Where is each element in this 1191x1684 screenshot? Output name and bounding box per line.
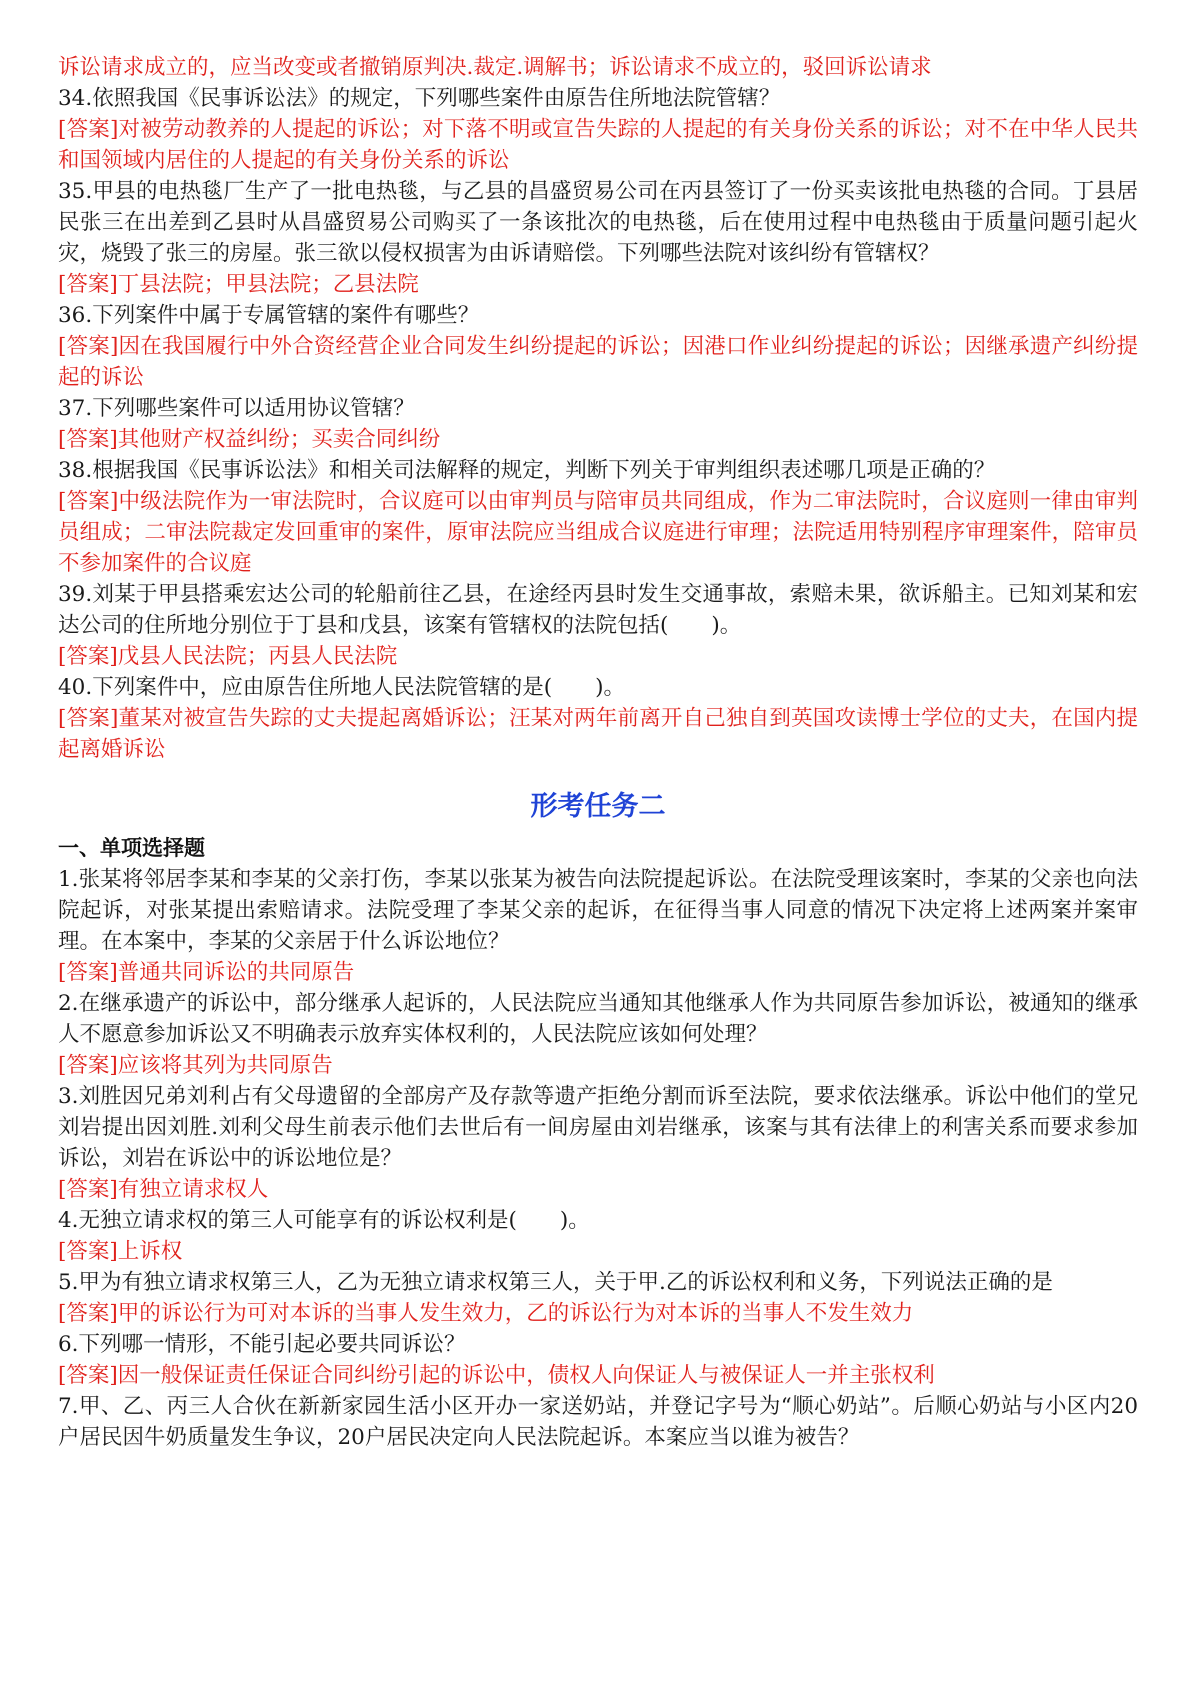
- answer-text: [答案]普通共同诉讼的共同原告: [58, 960, 355, 985]
- question-text: 35.甲县的电热毯厂生产了一批电热毯，与乙县的昌盛贸易公司在丙县签订了一份买卖该批电热毯的合同。丁县居民张三在出差到乙县时从昌盛贸易公司购买了一条该批次的电热毯，后在使用过程中电热毯由于质量问题引起火灾，烧毁了张三的房屋。张三欲以侵权损害为由诉请赔偿。下列哪些法院对该纠纷有管辖权？: [58, 179, 1138, 266]
- answer-text: [答案]因一般保证责任保证合同纠纷引起的诉讼中，债权人向保证人与被保证人一并主张权利: [58, 1363, 935, 1388]
- section-title: 形考任务二: [530, 791, 666, 822]
- sub-heading: 一、单项选择题: [58, 836, 205, 860]
- question-text: 37.下列哪些案件可以适用协议管辖？: [58, 396, 415, 421]
- answer-text: [答案]董某对被宣告失踪的丈夫提起离婚诉讼；汪某对两年前离开自己独自到英国攻读博士学位的丈夫，在国内提起离婚诉讼: [58, 706, 1138, 762]
- answer-text: [答案]对被劳动教养的人提起的诉讼；对下落不明或宣告失踪的人提起的有关身份关系的诉讼；对不在中华人民共和国领域内居住的人提起的有关身份关系的诉讼: [58, 117, 1138, 173]
- answer-text: [答案]甲的诉讼行为可对本诉的当事人发生效力，乙的诉讼行为对本诉的当事人不发生效力: [58, 1301, 914, 1326]
- answer-text: [答案]应该将其列为共同原告: [58, 1053, 333, 1078]
- question-text: 39.刘某于甲县搭乘宏达公司的轮船前往乙县，在途经丙县时发生交通事故，索赔未果，欲诉船主。已知刘某和宏达公司的住所地分别位于丁县和戊县，该案有管辖权的法院包括( )。: [58, 582, 1138, 638]
- question-text: 36.下列案件中属于专属管辖的案件有哪些？: [58, 303, 480, 328]
- question-text: 5.甲为有独立请求权第三人，乙为无独立请求权第三人，关于甲.乙的诉讼权利和义务，下列说法正确的是: [58, 1270, 1053, 1295]
- answer-text: [答案]丁县法院；甲县法院；乙县法院: [58, 272, 419, 297]
- question-list-part1: [58, 83, 1138, 765]
- question-text: 1.张某将邻居李某和李某的父亲打伤，李某以张某为被告向法院提起诉讼。在法院受理该案时，李某的父亲也向法院起诉，对张某提出索赔请求。法院受理了李某父亲的起诉，在征得当事人同意的情况下决定将上述两案并案审理。在本案中，李某的父亲居于什么诉讼地位？: [58, 867, 1138, 954]
- answer-continuation: 诉讼请求成立的，应当改变或者撤销原判决.裁定.调解书；诉讼请求不成立的，驳回诉讼请求: [58, 55, 932, 80]
- question-text: 34.依照我国《民事诉讼法》的规定，下列哪些案件由原告住所地法院管辖？: [58, 86, 781, 111]
- question-text: 38.根据我国《民事诉讼法》和相关司法解释的规定，判断下列关于审判组织表述哪几项是正确的？: [58, 458, 996, 483]
- question-text: 2.在继承遗产的诉讼中，部分继承人起诉的，人民法院应当通知其他继承人作为共同原告参加诉讼，被通知的继承人不愿意参加诉讼又不明确表示放弃实体权利的，人民法院应该如何处理？: [58, 991, 1138, 1047]
- answer-text: [答案]有独立请求权人: [58, 1177, 269, 1202]
- answer-text: [答案]戊县人民法院；丙县人民法院: [58, 644, 398, 669]
- question-text: 40.下列案件中，应由原告住所地人民法院管辖的是( )。: [58, 675, 625, 700]
- answer-text: [答案]因在我国履行中外合资经营企业合同发生纠纷提起的诉讼；因港口作业纠纷提起的诉讼；因继承遗产纠纷提起的诉讼: [58, 334, 1138, 390]
- question-text: 4.无独立请求权的第三人可能享有的诉讼权利是( )。: [58, 1208, 590, 1233]
- question-text: 7.甲、乙、丙三人合伙在新新家园生活小区开办一家送奶站，并登记字号为“顺心奶站”。后顺心奶站与小区内20户居民因牛奶质量发生争议，20户居民决定向人民法院起诉。本案应当以谁为被告？: [58, 1394, 1138, 1450]
- question-text: 3.刘胜因兄弟刘利占有父母遗留的全部房产及存款等遗产拒绝分割而诉至法院，要求依法继承。诉讼中他们的堂兄刘岩提出因刘胜.刘利父母生前表示他们去世后有一间房屋由刘岩继承，该案与其有法律上的利害关系而要求参加诉讼，刘岩在诉讼中的诉讼地位是？: [58, 1084, 1138, 1171]
- question-list-part2: [58, 864, 1138, 1453]
- answer-text: [答案]上诉权: [58, 1239, 183, 1264]
- answer-text: [答案]中级法院作为一审法院时，合议庭可以由审判员与陪审员共同组成，作为二审法院时，合议庭则一律由审判员组成；二审法院裁定发回重审的案件，原审法院应当组成合议庭进行审理；法院适用特别程序审理案件，陪审员不参加案件的合议庭: [58, 489, 1138, 576]
- question-text: 6.下列哪一情形，不能引起必要共同诉讼？: [58, 1332, 466, 1357]
- document-page: [58, 52, 1138, 1453]
- answer-text: [答案]其他财产权益纠纷；买卖合同纠纷: [58, 427, 441, 452]
